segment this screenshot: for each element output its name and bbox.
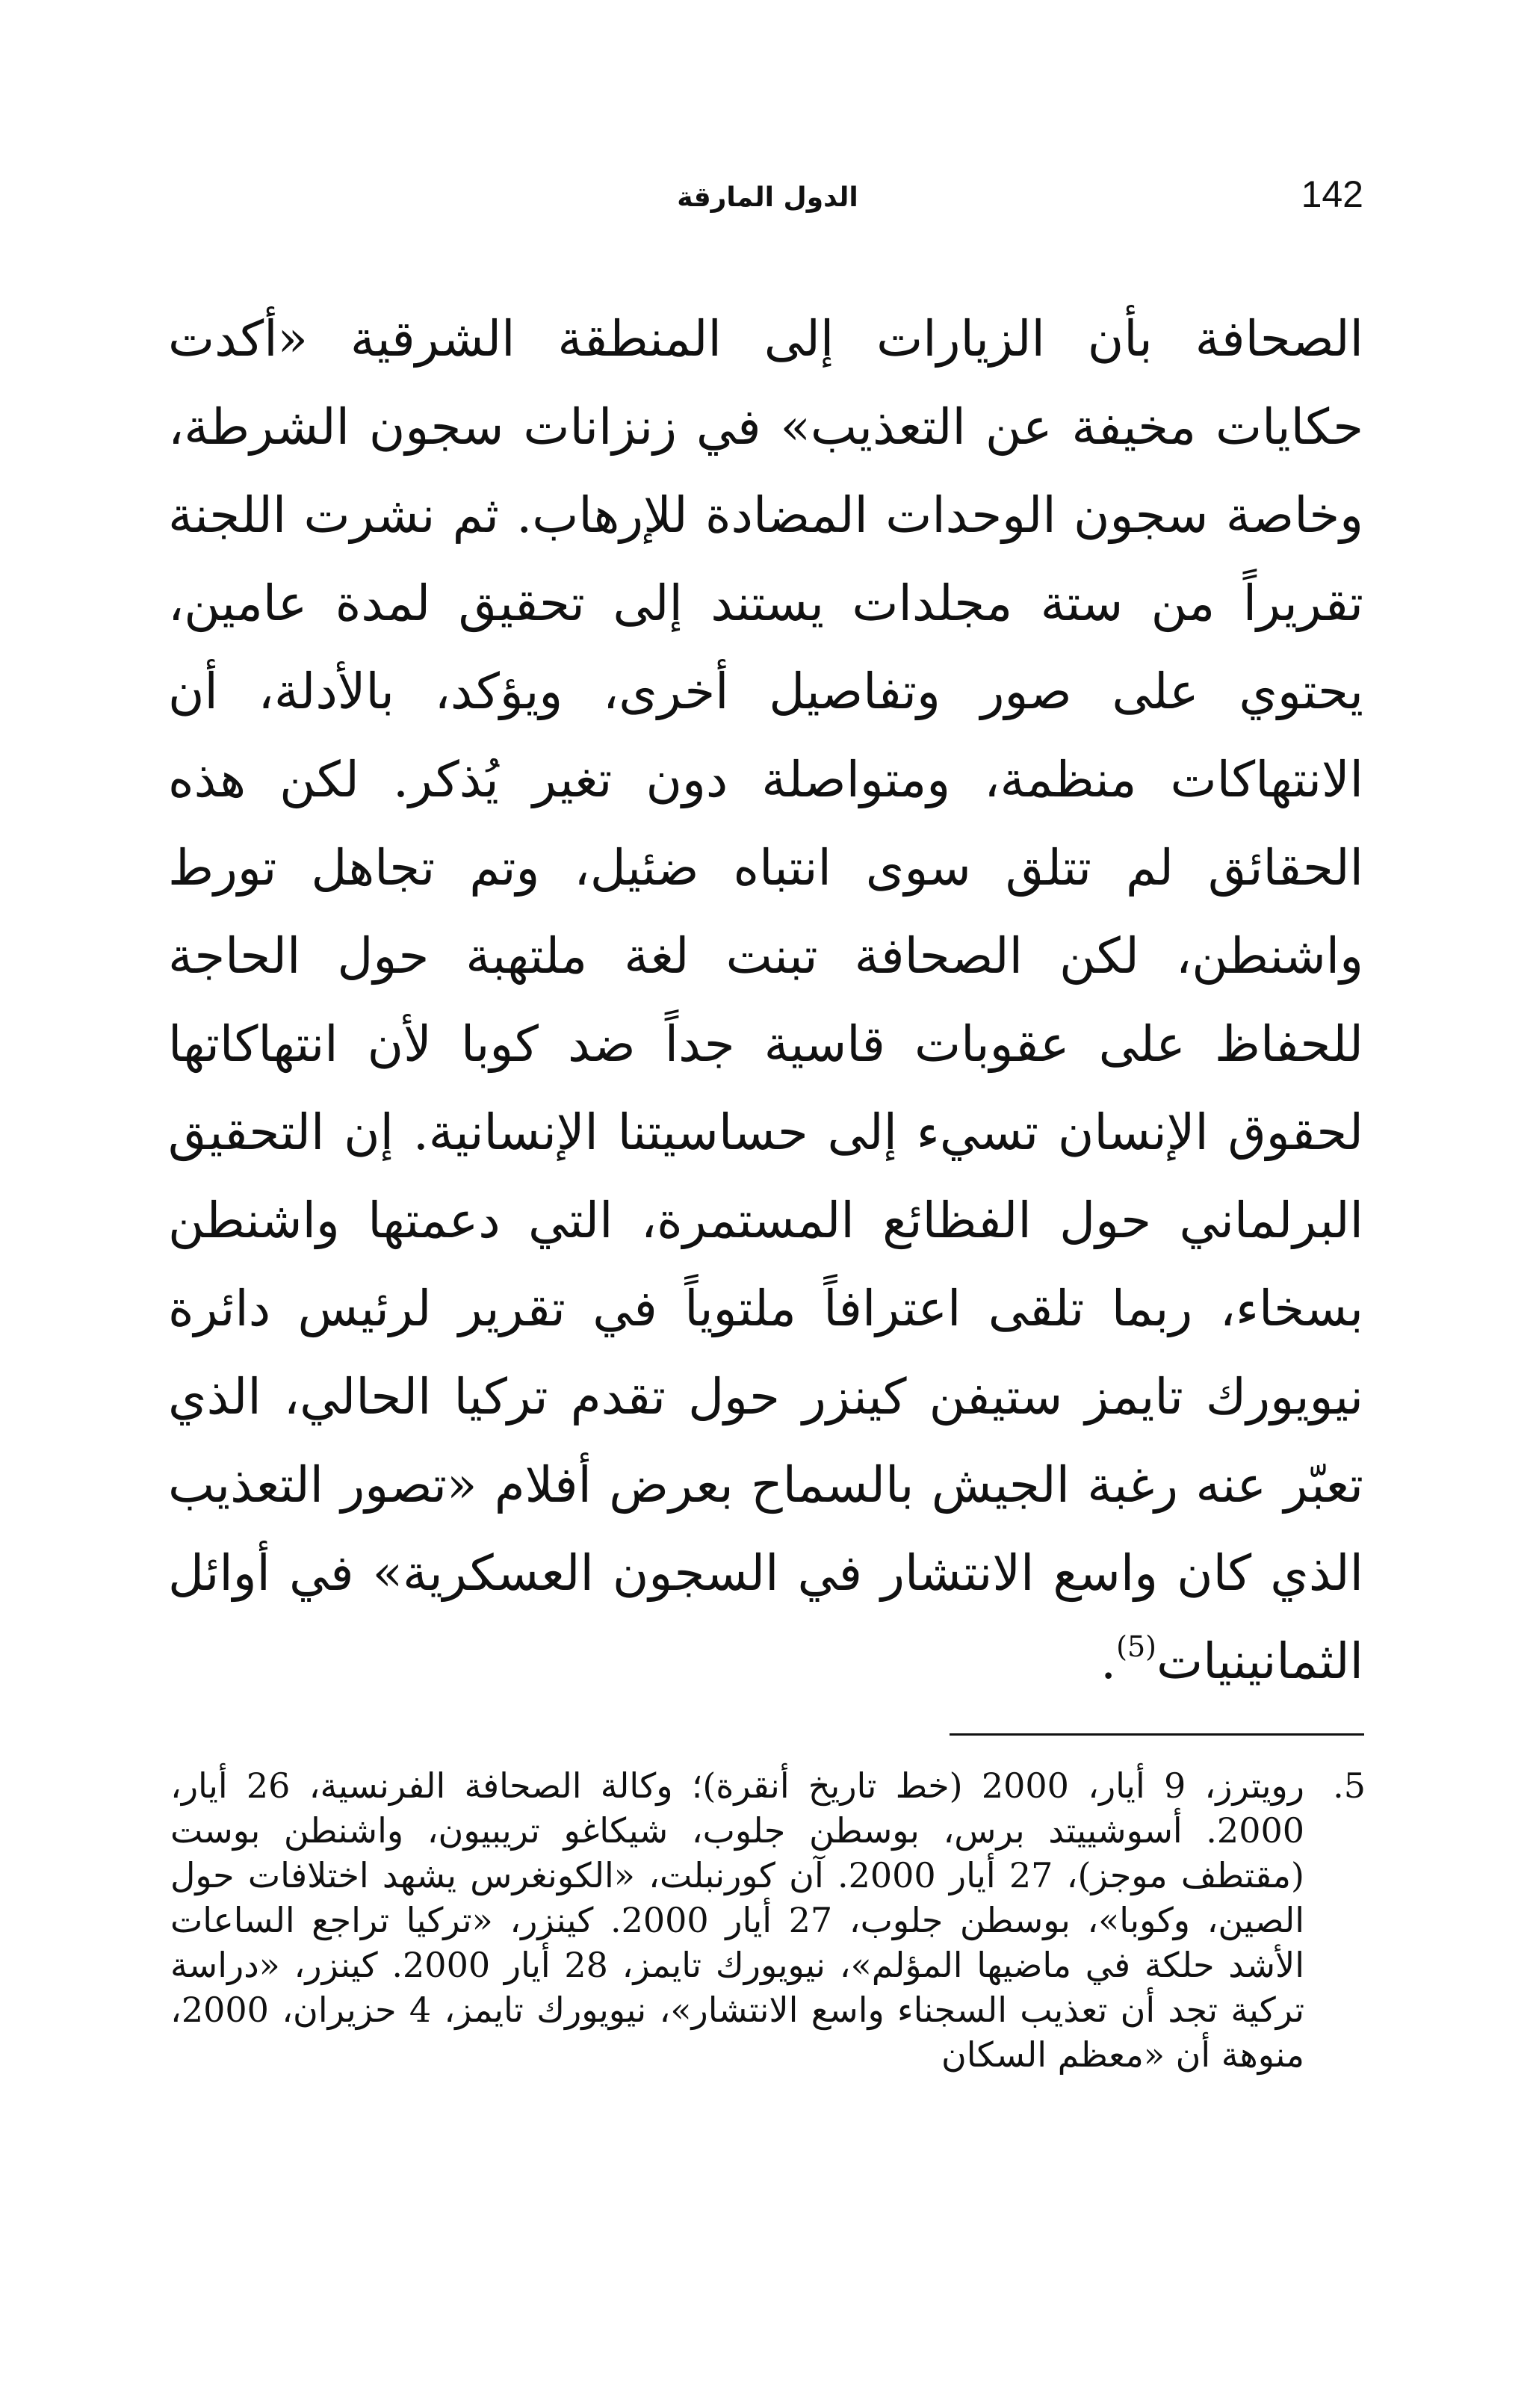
body-text: الصحافة بأن الزيارات إلى المنطقة الشرقية «أكدت حكايات مخيفة عن التعذيب» في زنزانات سجون الشرطة، وخاصة سجون الوحدات المضادة للإرهاب. ثم نشرت اللجنة تقريراً من ستة مجلدات يستند إلى تحقيق لمدة عامين، يحتوي على صور وتفاصيل أخرى، ويؤكد، بالأدلة، أن الانتهاكات منظمة، ومتواصلة دون تغير يُذكر. لكن هذه الحقائق لم تتلق سوى انتباه ضئيل، وتم تجاهل تورط واشنطن، لكن الصحافة تبنت لغة ملتهبة حول الحاجة للحفاظ على عقوبات قاسية جداً ضد كوبا لأن انتهاكاتها لحقوق الإنسان تسيء إلى حساسيتنا الإنسانية. إن التحقيق البرلماني حول الفظائع المستمرة، التي دعمتها واشنطن بسخاء، ربما تلقى اعترافاً ملتوياً في تقرير لرئيس دائرة نيويورك تايمز ستيفن كينزر حول تقدم تركيا الحالي، الذي تعبّر عنه رغبة الجيش بالسماح بعرض أفلام «تصور التعذيب الذي كان واسع الانتشار في السجون العسكرية» في أوائل الثمانينيات [168, 310, 1363, 1690]
page-header [172, 168, 1363, 235]
page-number: 142 [1301, 173, 1363, 215]
footnote [170, 1763, 1366, 2077]
footnote-separator [950, 1733, 1364, 1736]
footnote-reference[interactable]: (5) [1116, 1630, 1156, 1663]
body-paragraph [168, 295, 1363, 1706]
footnote-text: رويترز، 9 أيار، 2000 (خط تاريخ أنقرة)؛ وكالة الصحافة الفرنسية، 26 أيار، 2000. أسوشييتد برس، بوسطن جلوب، شيكاغو تريبيون، واشنطن بوست (مقتطف موجز)، 27 أيار 2000. آن كورنبلت، «الكونغرس يشهد اختلافات حول الصين، وكوبا»، بوسطن جلوب، 27 أيار 2000. كينزر، «تركيا تراجع الساعات الأشد حلكة في ماضيها المؤلم»، نيويورك تايمز، 28 أيار 2000. كينزر، «دراسة تركية تجد أن تعذيب السجناء واسع الانتشار»، نيويورك تايمز، 4 حزيران، 2000، منوهة أن «معظم السكان [170, 1765, 1305, 2075]
end-punctuation: . [1100, 1632, 1117, 1690]
running-title: الدول المارقة [677, 182, 858, 213]
footnote-number: 5. [1333, 1765, 1366, 1806]
